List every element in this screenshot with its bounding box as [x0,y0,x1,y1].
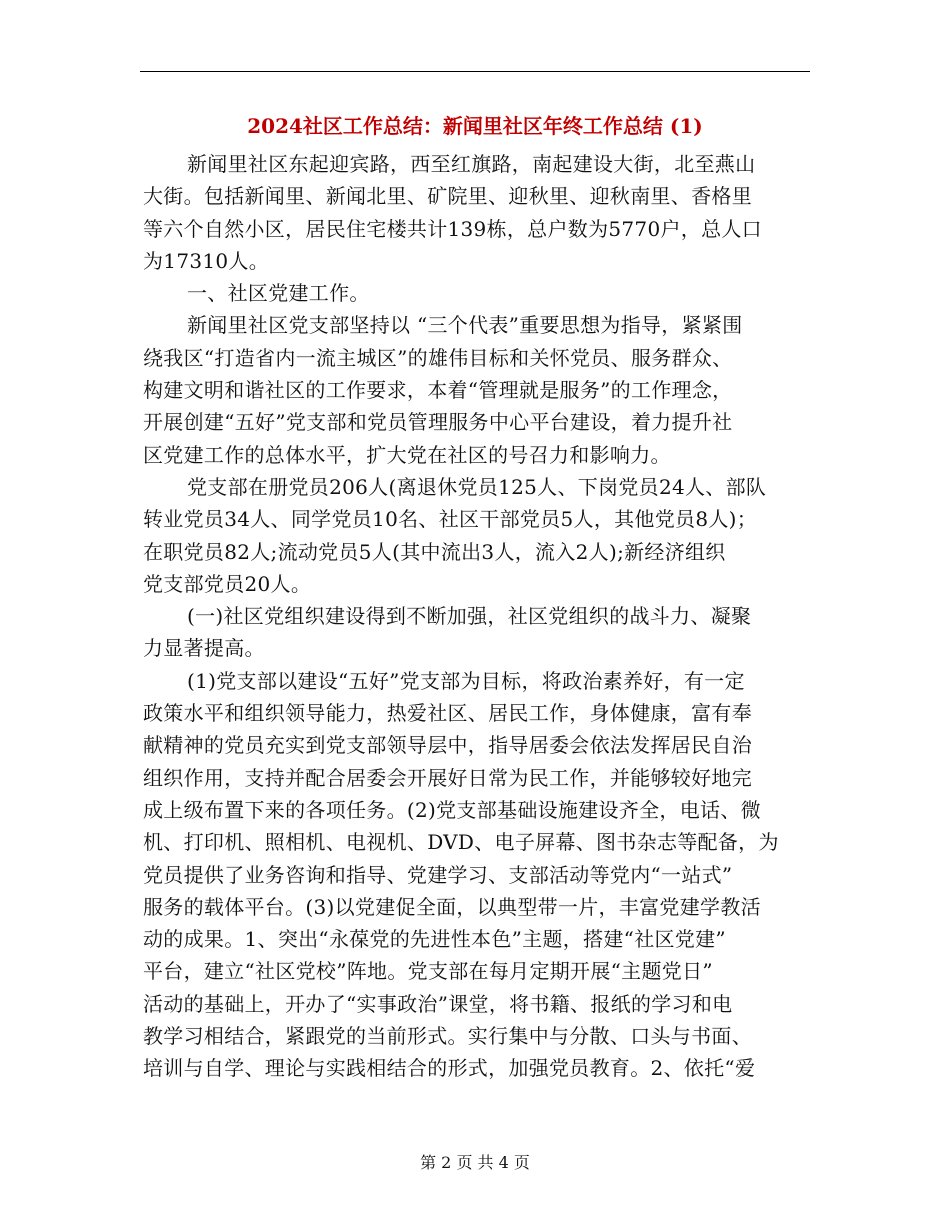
text-line: 活动的基础上，开办了“实事政治”课堂，将书籍、报纸的学习和电 [143,991,733,1016]
text-line: 等六个自然小区，居民住宅楼共计139栋，总户数为5770户，总人口 [143,216,762,241]
text-line: 转业党员34人、同学党员10名、社区干部党员5人，其他党员8人)； [143,507,758,532]
page-footer: 第 2 页 共 4 页 [420,1153,530,1172]
text-line: 新闻里社区党支部坚持以 “三个代表”重要思想为指导，紧紧围 [187,313,743,338]
text-line: (一)社区党组织建设得到不断加强，社区党组织的战斗力、凝聚 [187,604,752,629]
text-line: 培训与自学、理论与实践相结合的形式，加强党员教育。2、依托“爱 [143,1056,756,1081]
text-line: 平台，建立“社区党校”阵地。党支部在每月定期开展“主题党日” [143,959,713,984]
text-line: 力显著提高。 [143,636,265,661]
text-line: 成上级布置下来的各项任务。(2)党支部基础设施建设齐全，电话、微 [143,797,761,822]
text-line: 机、打印机、照相机、电视机、DVD、电子屏幕、图书杂志等配备，为 [143,830,779,855]
text-line: 党员提供了业务咨询和指导、党建学习、支部活动等党内“一站式” [143,862,733,887]
text-line: 区党建工作的总体水平，扩大党在社区的号召力和影响力。 [143,442,671,467]
header-rule [140,71,810,72]
text-line: 大街。包括新闻里、新闻北里、矿院里、迎秋里、迎秋南里、香格里 [143,184,752,209]
text-line: 组织作用，支持并配合居委会开展好日常为民工作，并能够较好地完 [143,765,752,790]
text-line: 一、社区党建工作。 [187,281,370,306]
text-line: 动的成果。1、突出“永葆党的先进性本色”主题，搭建“社区党建” [143,927,726,952]
text-line: 服务的载体平台。(3)以党建促全面，以典型带一片，丰富党建学教活 [143,894,761,919]
text-line: 绕我区“打造省内一流主城区”的雄伟目标和关怀党员、服务群众、 [143,345,733,370]
document-title: 2024社区工作总结：新闻里社区年终工作总结 (1) [247,114,703,138]
text-line: 教学习相结合，紧跟党的当前形式。实行集中与分散、口头与书面、 [143,1024,752,1049]
text-line: 党支部在册党员206人(离退休党员125人、下岗党员24人、部队 [187,474,767,499]
text-line: 新闻里社区东起迎宾路，西至红旗路，南起建设大街，北至燕山 [187,152,756,176]
text-line: 党支部党员20人。 [143,571,312,596]
text-line: 献精神的党员充实到党支部领导层中，指导居委会依法发挥居民自治 [143,733,752,758]
text-line: 开展创建“五好”党支部和党员管理服务中心平台建设，着力提升社 [143,410,733,435]
text-line: (1)党支部以建设“五好”党支部为目标，将政治素养好，有一定 [187,668,745,693]
text-line: 在职党员82人;流动党员5人(其中流出3人，流入2人);新经济组织 [143,539,726,564]
document-body [143,148,803,1085]
text-line: 政策水平和组织领导能力，热爱社区、居民工作，身体健康，富有奉 [143,701,752,726]
text-line: 为17310人。 [143,248,270,273]
text-line: 构建文明和谐社区的工作要求，本着“管理就是服务”的工作理念， [143,378,733,403]
